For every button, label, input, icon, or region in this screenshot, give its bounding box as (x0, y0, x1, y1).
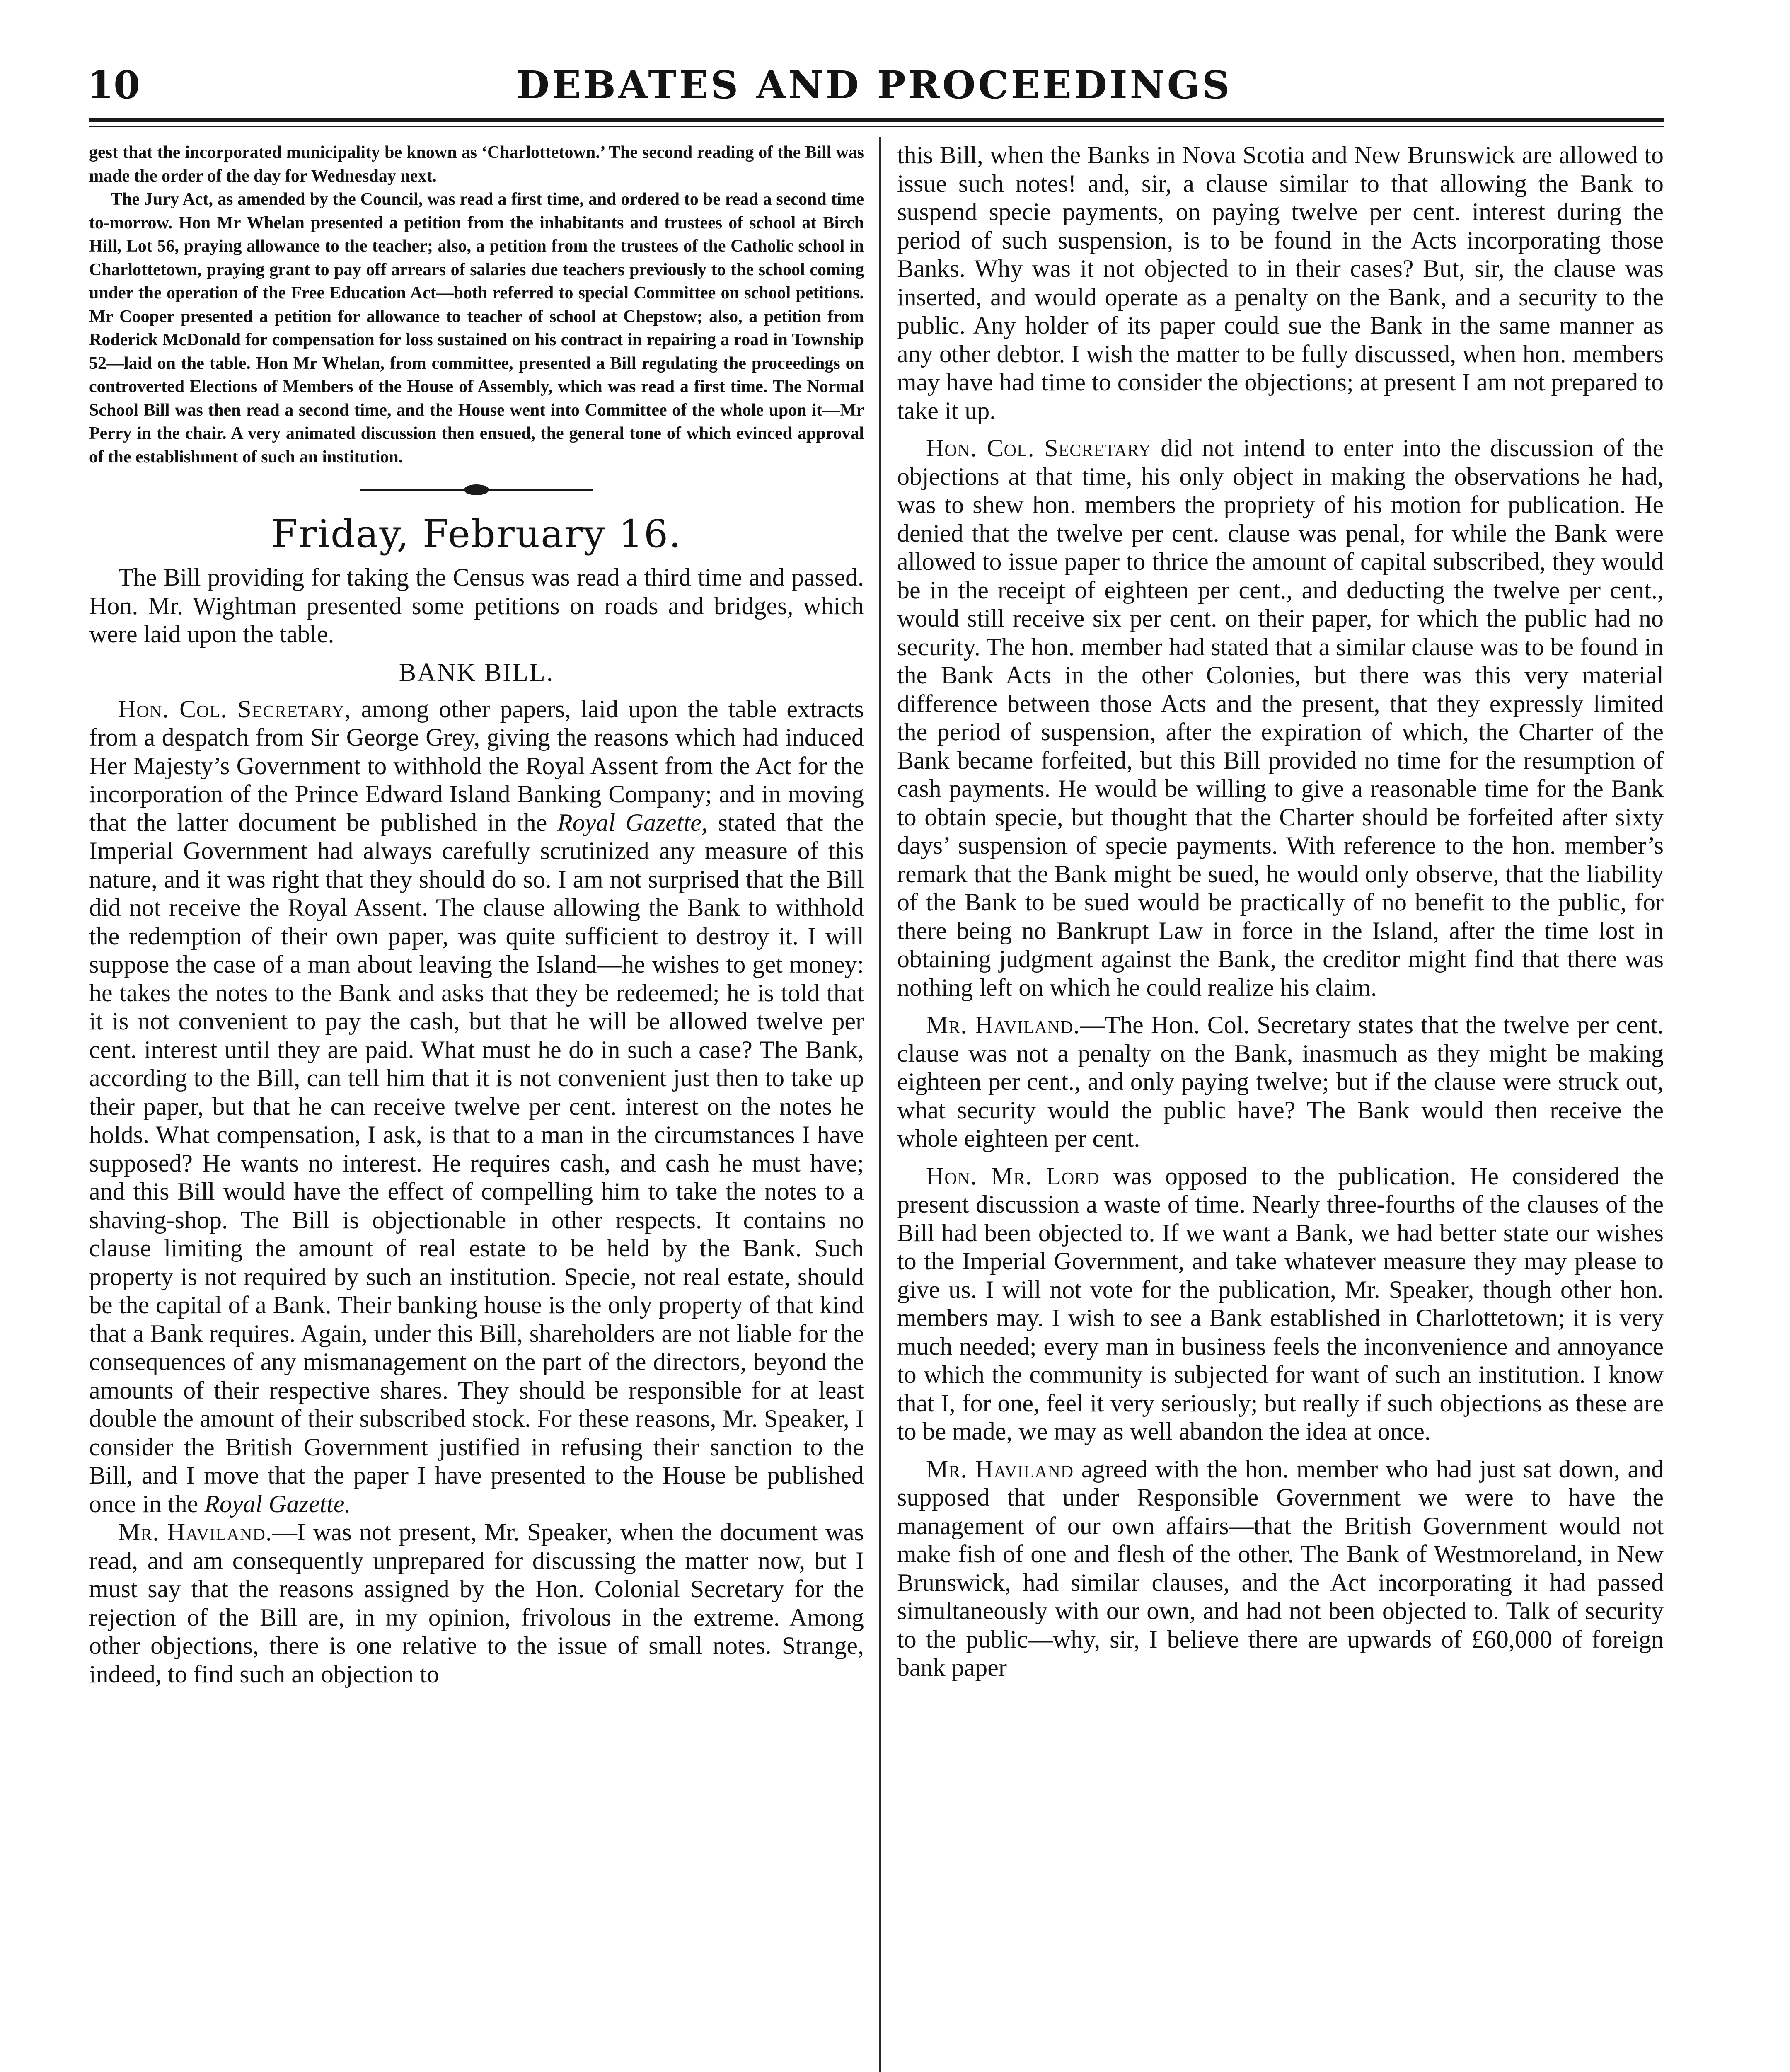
bank-bill-heading: BANK BILL. (399, 658, 554, 687)
speech-text: stated that the Imperial Government had always carefully scrutinized any measure of this nature, and it was right that they should do so. I am not surprised that the Bill did not receive the Royal Assent. The clause allowing the Bank to withhold the redemption of their own paper, was quite sufficient to destroy it. I will suppose the case of a man about leaving the Island—he wishes to get money: he takes the notes to the Bank and asks that they be redeemed; he is told that it is not convenient to pay the cash, but that he will be allowed twelve per cent. interest until they are paid. What must he do in such a case? The Bank, according to the Bill, can tell him that it is not convenient just then to take up their paper, but that he can receive twelve per cent. interest on the notes he holds. What compensation, I ask, is that to a man in the circumstances I have supposed? He wants no interest. He requires cash, and cash he must have; and this Bill would have the effect of compelling him to take the notes to a shaving-shop. The Bill is objectionable in other respects. It contains no clause limiting the amount of real estate to be held by the Bank. Such property is not required by such an institution. Specie, not real estate, should be the capital of a Bank. Their banking house is the only property of that kind that a Bank requires. Again, under this Bill, shareholders are not liable for the consequences of any mismanagement on the part of the directors, beyond the amounts of their respective shares. They should be responsible for at least double the amount of their subscribed stock. For these reasons, Mr. Speaker, I consider the British Government justified in refusing their sanction to the Bill, and I move that the paper I have presented to the House be published once in the (89, 808, 864, 1518)
page-number: 10 (87, 63, 140, 107)
header-rule (89, 118, 1664, 122)
speech-haviland-agreement (897, 1455, 1664, 1682)
speech-col-secretary-reply (897, 434, 1664, 1002)
running-title: DEBATES AND PROCEEDINGS (516, 63, 1232, 107)
intro-paragraph: The Bill providing for taking the Census was read a third time and passed. Hon. Mr. Wightman presented some petitions on roads and bridges, which were laid upon the table. (89, 564, 864, 648)
left-body (89, 563, 864, 1688)
speech-haviland-reply (897, 1011, 1664, 1153)
speech-col-secretary (89, 695, 864, 1518)
date-heading: Friday, February 16. (271, 512, 682, 556)
speech-text: —The Hon. Col. Secretary states that the twelve per cent. clause was not a penalty on the Bank, inasmuch as they might be making eighteen per cent., and only paying twelve; but if the clause were struck out, what security would the public have? The Bank would then receive the whole eighteen per cent. (897, 1011, 1664, 1152)
section-divider (360, 489, 593, 491)
speaker-name: Mr. Haviland (926, 1455, 1074, 1483)
page-header (87, 62, 1662, 108)
right-body (897, 141, 1664, 1682)
speech-text: agreed with the hon. member who had just sat down, and supposed that under Responsible Government we were to have the management of our own affairs—that the British Government would not make fish of one and flesh of the other. The Bank of Westmoreland, in New Brunswick, had similar clauses, and the Act incorporating it had passed simultaneously with our own, and had not been objected to. Talk of security to the public—why, sir, I believe there are upwards of £60,000 of foreign bank paper (897, 1455, 1664, 1681)
header-rule-thin (89, 126, 1664, 127)
right-column (897, 141, 1664, 2072)
gazette-title: Royal Gazette, (557, 808, 708, 836)
speaker-name: Hon. Col. Secretary (926, 434, 1151, 462)
summary-paragraph: The Jury Act, as amended by the Council, was read a first time, and ordered to be read a second time to-morrow. Hon Mr Whelan presented a petition from the inhabitants and trustees of school at Birch Hill, Lot 56, praying allowance to the teacher; also, a petition from the trustees of the Catholic school in Charlottetown, praying grant to pay off arrears of salaries due teachers previously to the school coming under the operation of the Free Education Act—both referred to special Committee on school petitions. Mr Cooper presented a petition for allowance to teacher of school at Chepstow; also, a petition from Roderick McDonald for compensation for loss sustained on his contract in repairing a road in Township 52—laid on the table. Hon Mr Whelan, from committee, presented a Bill regulating the proceedings on controverted Elections of Members of the House of Assembly, which was read a first time. The Normal School Bill was then read a second time, and the House went into Committee of the whole upon it—Mr Perry in the chair. A very animated discussion then ensued, the general tone of which evinced approval of the establishment of such an institution. (89, 190, 864, 467)
speaker-name: Hon. Mr. Lord (926, 1162, 1100, 1190)
speaker-name: Mr. Haviland. (926, 1011, 1080, 1038)
column-divider (879, 137, 881, 2072)
summary-paragraph: gest that the incorporated municipality be known as ‘Charlottetown.’ The second reading of the Bill was made the order of the day for Wednesday next. (89, 143, 864, 186)
speech-lord (897, 1162, 1664, 1446)
proceedings-summary (89, 141, 864, 469)
speech-text: did not intend to enter into the discussion of the objections at that time, his only object in making the observations he had, was to shew hon. members the propriety of his motion for publication. He denied that the twelve per cent. clause was penal, for while the Bank were allowed to issue paper to thrice the amount of capital subscribed, they would be in the receipt of eighteen per cent., and deducting the twelve per cent., would still receive six per cent. on their paper, for which the public had no security. The hon. member had stated that a similar clause was to be found in the Bank Acts in the other Colonies, but there was this very material difference between those Acts and the present, that they expressly limited the period of suspension, after the expiration of which, the Charter of the Bank became forfeited, but this Bill provided no time for the resumption of cash payments. He would be willing to give a reasonable time for the Bank to obtain specie, but thought that the Charter should be forfeited after sixty days’ suspension of specie payments. With reference to the hon. member’s remark that the Bank might be sued, he would only observe, that the liability of the Bank to be sued would be practically of no benefit to the public, for there being no Bankrupt Law in force in the Island, after the time lost in obtaining judgment against the Bank, the creditor might find that there was nothing left on which he could realize his claim. (897, 434, 1664, 1001)
speaker-name: Hon. Col. Secretary, (118, 695, 351, 723)
speech-text: was opposed to the publication. He considered the present discussion a waste of time. Nearly three-fourths of the clauses of the Bill had been objected to. If we want a Bank, we had better state our wishes to the Imperial Government, and take whatever measure they may please to give us. I will not vote for the publication, Mr. Speaker, though other hon. members may. I wish to see a Bank established in Charlottetown; it is very much needed; every man in business feels the inconvenience and annoyance to which the community is subjected for want of such an institution. I know that I, for one, feel it very seriously; but really if such objections as these are to be made, we may as well abandon the idea at once. (897, 1162, 1664, 1445)
speech-text: among other papers, laid upon the table extracts from a despatch from Sir George Grey, giving the reasons which had induced Her Majesty’s Government to withhold the Royal Assent from the Act for the incorporation of the Prince Edward Island Banking Company; and in moving that the latter document be published in the (89, 695, 864, 836)
gazette-title: Royal Gazette. (204, 1490, 351, 1518)
speaker-name: Mr. Haviland. (118, 1518, 272, 1546)
left-column (89, 141, 864, 2072)
speech-text: —I was not present, Mr. Speaker, when the document was read, and am consequently unprepared for discussing the matter now, but I must say that the reasons assigned by the Hon. Colonial Secretary for the rejection of the Bill are, in my opinion, frivolous in the extreme. Among other objections, there is one relative to the issue of small notes. Strange, indeed, to find such an objection to (89, 1518, 864, 1688)
speech-continuation: this Bill, when the Banks in Nova Scotia and New Brunswick are allowed to issue such notes! and, sir, a clause similar to that allowing the Bank to suspend specie payments, on paying twelve per cent. interest during the period of such suspension, is to be found in the Acts incorporating those Banks. Why was it not objected to in their cases? But, sir, the clause was inserted, and would operate as a penalty on the Bank, and a security to the public. Any holder of its paper could sue the Bank in the same manner as any other debtor. I wish the matter to be fully discussed, when hon. members may have had time to consider the objections; at present I am not prepared to take it up. (897, 141, 1664, 424)
speech-haviland (89, 1518, 864, 1688)
